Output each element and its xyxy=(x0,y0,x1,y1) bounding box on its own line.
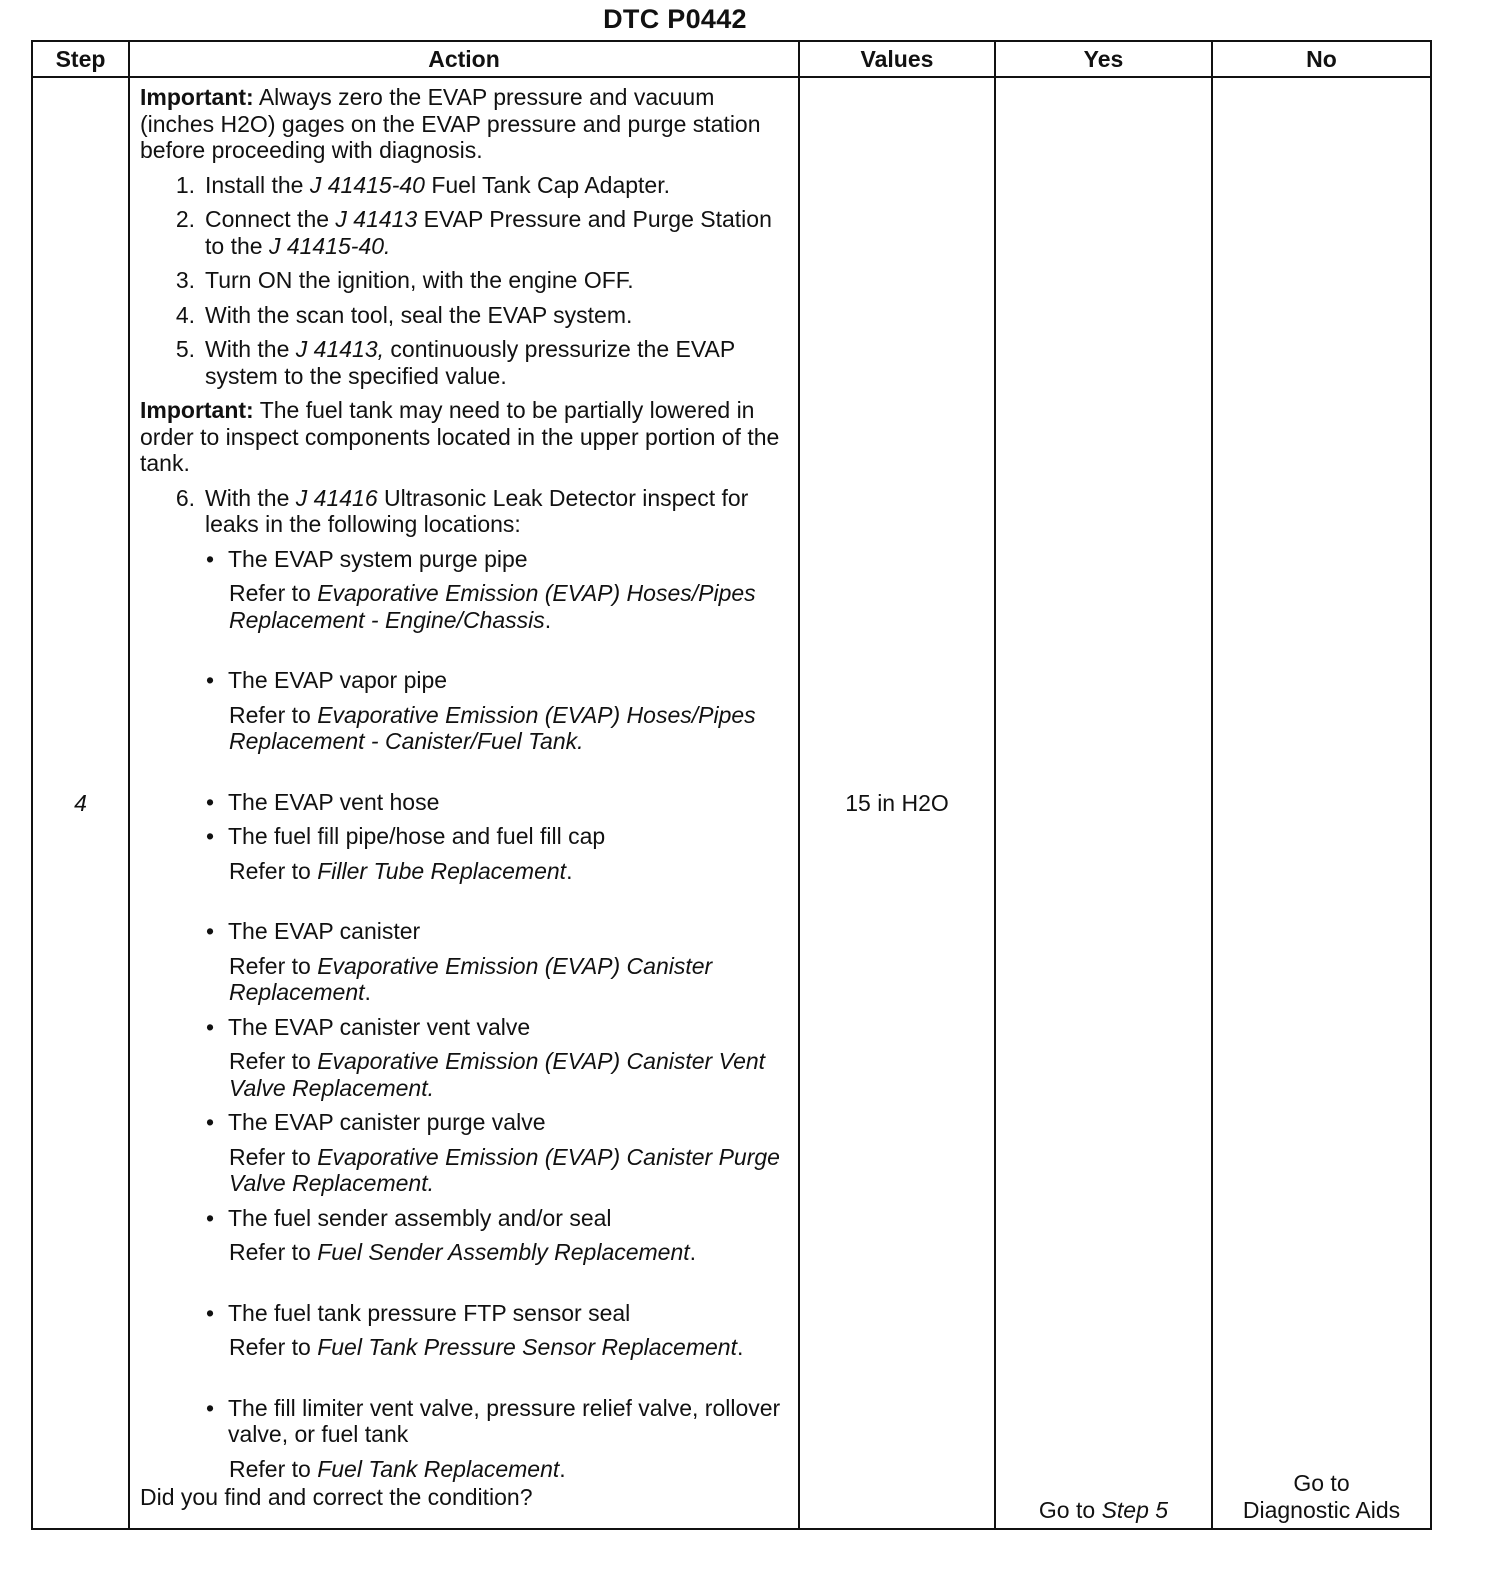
bullet-icon: • xyxy=(206,667,215,693)
page-title: DTC P0442 xyxy=(603,4,747,34)
reference-end: . xyxy=(364,979,371,1005)
step-text-6a: With the xyxy=(205,484,296,511)
reference-link: Evaporative Emission (EVAP) Canister Replacement xyxy=(229,952,713,1005)
location-text: The EVAP system purge pipe xyxy=(228,545,528,572)
bullet-icon: • xyxy=(206,545,215,572)
reference-link: Fuel Tank Replacement xyxy=(317,1455,560,1482)
location-text: The fuel sender assembly and/or seal xyxy=(228,1204,612,1231)
location-text: The fuel fill pipe/hose and fuel fill cap xyxy=(228,823,606,849)
important-note-1 xyxy=(140,84,790,164)
list-item xyxy=(206,789,790,816)
reference-link: Evaporative Emission (EVAP) Canister Vent Valve Replacement. xyxy=(229,1048,766,1101)
reference-line xyxy=(229,1048,790,1101)
reference-link: Fuel Tank Pressure Sensor Replacement xyxy=(317,1334,737,1360)
list-item xyxy=(206,1395,790,1448)
step-num-6: 6. xyxy=(175,484,195,511)
reference-line xyxy=(229,1334,790,1361)
no-cell xyxy=(1212,77,1431,1529)
reference-end: . xyxy=(689,1239,697,1265)
reference-link: Evaporative Emission (EVAP) Hoses/Pipes Replacement - Canister/Fuel Tank. xyxy=(229,701,756,754)
reference-line xyxy=(229,1456,790,1483)
procedure-step-3 xyxy=(140,267,790,294)
no-prefix: Go to xyxy=(1293,1470,1350,1496)
list-item xyxy=(206,1300,790,1327)
reference-line xyxy=(229,1239,790,1266)
location-text: The EVAP vent hose xyxy=(228,788,440,815)
important-text-1: Always zero the EVAP pressure and vacuum (inches H2O) gages on the EVAP pressure and purge station before proceeding with diagnosis. xyxy=(140,84,761,163)
step-text-5a: With the xyxy=(205,336,296,362)
reference-line xyxy=(229,580,790,633)
step-text-4: With the scan tool, seal the EVAP system. xyxy=(205,301,633,328)
reference-end: . xyxy=(544,606,552,633)
location-text: The EVAP canister xyxy=(228,918,421,944)
header-step: Step xyxy=(32,41,129,77)
bullet-icon: • xyxy=(206,788,215,815)
reference-link: Fuel Sender Assembly Replacement xyxy=(317,1239,690,1265)
refer-to-label: Refer to xyxy=(229,857,318,884)
step-num-5: 5. xyxy=(175,336,195,362)
list-item xyxy=(206,1205,790,1232)
refer-to-label: Refer to xyxy=(229,701,318,728)
reference-end: . xyxy=(566,857,573,884)
bullet-icon: • xyxy=(206,1299,215,1326)
yes-step-link[interactable]: Step 5 xyxy=(1101,1497,1169,1523)
step-text-2b: EVAP Pressure and Purge Station to the xyxy=(205,206,772,259)
header-yes: Yes xyxy=(995,41,1212,77)
location-text: The fuel tank pressure FTP sensor seal xyxy=(228,1299,631,1326)
bullet-icon: • xyxy=(206,1109,215,1135)
action-cell xyxy=(129,77,799,1529)
decision-question: Did you find and correct the condition? xyxy=(140,1484,533,1510)
procedure-step-4 xyxy=(140,302,790,329)
reference-end: . xyxy=(736,1334,744,1360)
header-action: Action xyxy=(129,41,799,77)
yes-prefix: Go to xyxy=(1038,1497,1102,1523)
header-no: No xyxy=(1212,41,1431,77)
reference-link: Evaporative Emission (EVAP) Canister Purge Valve Replacement. xyxy=(229,1143,780,1196)
table-header-row xyxy=(32,41,1431,77)
diagnostic-table xyxy=(31,40,1432,1530)
step-text-6b: Ultrasonic Leak Detector inspect for leaks in the following locations: xyxy=(205,484,749,537)
step-text-1b: Fuel Tank Cap Adapter. xyxy=(424,171,671,198)
refer-to-label: Refer to xyxy=(229,1143,318,1170)
reference-link: Evaporative Emission (EVAP) Hoses/Pipes Replacement - Engine/Chassis xyxy=(229,580,756,633)
list-item xyxy=(206,546,790,573)
procedure-step-2 xyxy=(140,206,790,259)
location-text: The EVAP vapor pipe xyxy=(228,667,448,693)
refer-to-label: Refer to xyxy=(229,1334,318,1360)
reference-line xyxy=(229,953,790,1006)
bullet-icon: • xyxy=(206,823,215,849)
list-item xyxy=(206,918,790,945)
value-cell: 15 in H2O xyxy=(799,77,995,1529)
table-row xyxy=(32,77,1431,1529)
procedure-step-1 xyxy=(140,172,790,199)
reference-end: . xyxy=(559,1455,566,1482)
step-num-1: 1. xyxy=(175,171,195,198)
location-text: The EVAP canister purge valve xyxy=(228,1109,546,1135)
tool-ref-2: J 41413 xyxy=(335,206,418,232)
step-num-2: 2. xyxy=(175,206,195,232)
important-label-2: Important: xyxy=(140,397,254,423)
step-num-4: 4. xyxy=(175,301,195,328)
step-text-1a: Install the xyxy=(205,171,310,198)
important-label: Important: xyxy=(140,84,254,110)
important-note-2 xyxy=(140,397,790,477)
important-text-2: The fuel tank may need to be partially lowered in order to inspect components located in the upper portion of the tank. xyxy=(140,397,780,476)
location-text: The EVAP canister vent valve xyxy=(228,1013,531,1040)
yes-cell xyxy=(995,77,1212,1529)
no-diagnostic-aids-link[interactable]: Diagnostic Aids xyxy=(1242,1497,1401,1523)
refer-to-label: Refer to xyxy=(229,580,318,606)
reference-line xyxy=(229,858,790,885)
tool-ref-2b: J 41415-40. xyxy=(268,232,391,259)
tool-ref-1: J 41415-40 xyxy=(309,171,425,198)
reference-line xyxy=(229,702,790,755)
list-item xyxy=(206,667,790,694)
refer-to-label: Refer to xyxy=(229,1455,318,1482)
header-values: Values xyxy=(799,41,995,77)
tool-ref-6: J 41416 xyxy=(295,484,378,511)
step-text-2a: Connect the xyxy=(205,206,336,232)
refer-to-label: Refer to xyxy=(229,1239,318,1265)
refer-to-label: Refer to xyxy=(229,952,318,979)
list-item xyxy=(206,1014,790,1041)
step-num-3: 3. xyxy=(175,267,195,293)
list-item xyxy=(206,1109,790,1136)
location-text: The fill limiter vent valve, pressure relief valve, rollover valve, or fuel tank xyxy=(228,1394,781,1447)
refer-to-label: Refer to xyxy=(229,1048,318,1074)
step-text-5b: continuously pressurize the EVAP system to the specified value. xyxy=(205,336,735,389)
reference-line xyxy=(229,1144,790,1197)
procedure-step-6 xyxy=(140,485,790,538)
reference-link: Filler Tube Replacement xyxy=(317,857,567,884)
bullet-icon: • xyxy=(206,918,215,944)
list-item xyxy=(206,823,790,850)
bullet-icon: • xyxy=(206,1013,215,1040)
location-list xyxy=(206,546,790,1483)
procedure-step-5 xyxy=(140,336,790,389)
step-text-3: Turn ON the ignition, with the engine OFF. xyxy=(205,267,634,293)
bullet-icon: • xyxy=(206,1394,215,1421)
tool-ref-5: J 41413, xyxy=(295,336,385,362)
bullet-icon: • xyxy=(206,1204,215,1231)
step-number: 4 xyxy=(32,77,129,1529)
